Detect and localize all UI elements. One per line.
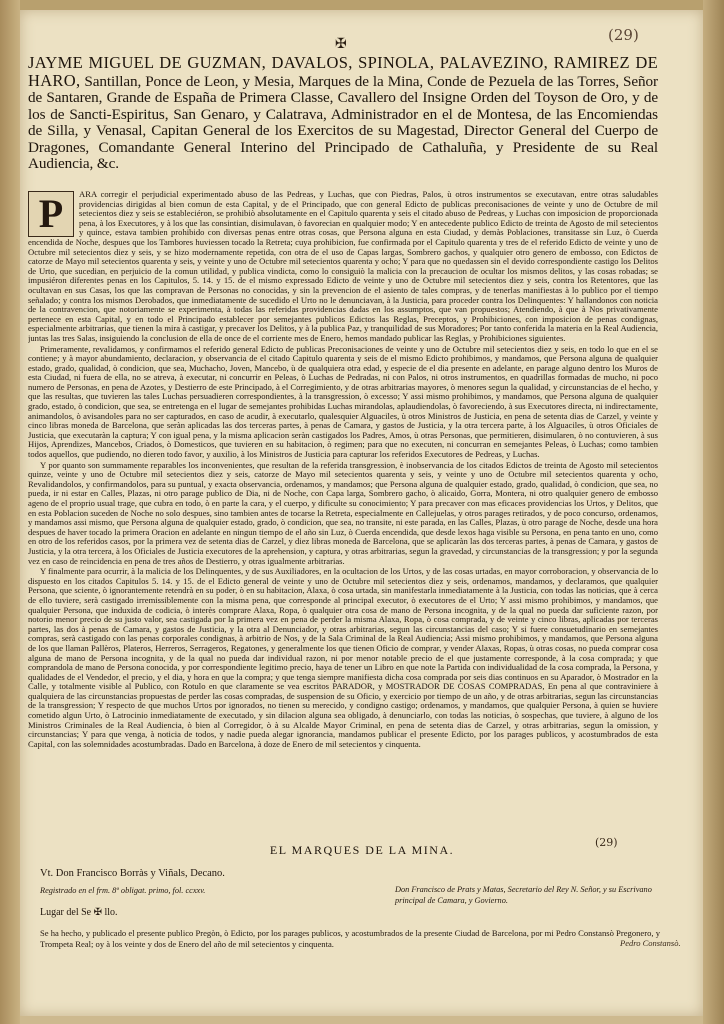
marquis-signature: EL MARQUES DE LA MINA. — [269, 843, 455, 857]
page-edge-left — [0, 0, 20, 1024]
registration-note: Registrado en el frm. 8º obligat. primo, fol. ccxxv. — [40, 886, 206, 895]
seal-place: Lugar del Se ✠ llo. — [40, 907, 118, 918]
proclamation-note: Se ha hecho, y publicado el presente publico Pregòn, ò Edicto, por los parages publicos, y acostumbrados de la presente Ciudad de Barcelona, por mi Pedro Constansò Pregonero, y Trompeta Real; oy à los veinte y dos de Enero del año de mil setecientos y cinquenta. — [40, 928, 660, 949]
edict-title — [28, 55, 658, 173]
notary-line: Don Francisco de Prats y Matas, Secretario del Rey N. Señor, y su Escrivano principal de Camara, y Govierno. — [395, 885, 652, 905]
cross-icon: ✠ — [335, 36, 347, 52]
paragraph-preamble: ARA corregir el perjudicial experimentado abuso de las Pedreas, y Luchas, que con Piedras, Palos, ù otros instrumentos se executavan, entre otras saludables providencias dirigidas al bien comun de esta Capital, y de el Principado, que con general Edicto de publicas preconisaciones de veinte y uno de Octubre de mil setecientos diez y seis se estableciéron, se prohibiò absolutamente en el Capitulo quarenta y seis el citado abuso de Pedreas, y Luchas con imposicion de proporcionada pena, à los Executores, y à los que las consintian, disimulavan, ò favorecian en qualquier modo; Y en antecedente publico Edicto de treinta de Agosto de mil setecientos y quince, estava tambien prohibido con diversas penas entre otras cosas, que Persona alguna en esta Ciudad, y demàs Poblaciones, transitasse sin Luz, ò Cuerda encendida de Noche, despues que los Tambores huviessen tocado la Retreta; cuya prohibicion, fue confirmada por el Capitulo quarenta y tres de el referido Edicto de veinte y uno de Octubre mil setecientos diez y seis, y se hizo modernamente repetida, con otra de el uso de Capas largas, Sombrero gachos, y qualquier otro genero de embosso, con Edictos de catorze de Mayo mil setecientos quarenta y seis, y veinte y uno de Octubre mil setecientos quarenta y ocho; Y para que no quedassen sin el devido correspondiente castigo los Delitos de Urto, que sucedian, en perjuicio de la comun utilidad, y publica vindicta, como lo consiguiò la malicia con la precaucion de ocultar los mismos delitos, y las cosas robadas; se impusiéron diferentes penas en los Capitulos, 5. 14. y 15. de el mismo expressado Edicto de veinte y uno de Octubre mil setecientos diez y seis, contra los Retentores, que las ocultavan en sus Casas, los que las compravan de Personas no conocidas, y sin la prevencion de el asiento de tales compras, y de tenerlas manifiestas à lo publico por el tiempo señalado; y contra los mismos Derobados, que inmediatamente de sucedido el Urto no le denunciavan, à la Justicia, para proceder contra los Delinquentes: Y hallandonos con noticia de la contravencion, que notoriamente se experimenta, à todas las referidas providencias dadas en los assumptos, que van propuestos; Atendiendo, à que à Nos privativamente pertenece en esta Capital, y en todo el Principado establecer por semejantes publicos Edictos las Reglas, Preceptos, y Prohibiciones, con imposicion de penas condignas, especialmente arbitrarias, que tienen la mira à castigar, y precaver los Delitos, y à la publica Paz, y tranquilidad de sus Moradores; Por tanto conferida la materia en la Real Audiencia, juntas las tres Salas, insiguiendo la conclusion de ella de once de el corriente mes de Enero, hemos mandado publicar las Reglas, y Prohibiciones siguientes. — [28, 190, 658, 343]
drop-cap-initial: P — [28, 191, 74, 237]
page-edge-right — [703, 0, 724, 1024]
folio-number: (29) — [608, 26, 639, 44]
edict-body — [28, 190, 658, 840]
paragraph-stolen-goods: Y finalmente para ocurrir, à la malicia de los Delinquentes, y de sus Auxiliadores, en la ocultacion de los Urtos, y de las cosas urtadas, en mayor corroboracion, y observancia de lo dispuesto en los citados Capitulos 5. 14. y 15. de el Edicto general de veinte y uno de Octubre mil setecientos diez y seis, ordenamos, mandamos, y declaramos, que qualquier Persona, que sciente, ò ignorantemente retendrà en su poder, ò en su habitacion, Alaxa, ò cosa urtada, sin manifestarla inmediatamente à la Justicia, con todas las noticias, que à cerca de ello tuviere, serà castigado irremissiblemente con la misma pena, que corresponde al principal executor, ò executores de el Urto; Y assi mismo prohibimos, y mandamos, que qualquier Persona, que induxida de codicia, ò interès comprare Alaxa, Ropa, ò qualquier otra cosa de mano de Persona incognita, y de la qual no pueda dar suficiente razon, por notorio menor precio de su justo valor, sea castigada por la primera vez en pena de perder la misma Alaxa, Ropa, ò cosa comprada, y de veinte y cinco libras, aplicadas por terceras partes, las dos à penas de Camara, y gastos de Justicia, y la otra al Denunciador, y otras arbitrarias, segun las circunstancias del caso; Y si fuere consuetudinario en semejantes compras, serà castigado con las penas corporales condignas, à arbitrio de Nos, y de la Sala Criminal de la Real Audiencia; Assi mismo prohibimos, y mandamos, que Persona alguna de los que llaman Pallèros, Plateros, Herreros, Serrageros, Regatones, y generalmente los que tienen Oficio de comprar, y vender Alaxas, Ropas, ù otras cosas, no pueda comprar cosa alguna de mano de Persona incognita, y de la qual no pueda dar individual razon, ni por menor notable precio de el que justamente corresponde, à la cosa comprada; y que comprandola de mano de Persona conocida, y por correspondiente legitimo precio, haya de tener un Libro en que note la Partida con individualidad de la cosa comprada, la Persona, y qualidades de el Vendedor, el precio, y el dia, y hora en que la compra; y que tenga siempre manifiesta dicha cosa comprada por seis dias continuos en su Aparador, ò Mostrador en la Calle, y totalmente visible al Publico, con Rotulo en que claramente se vea escritos PARADOR, y MOSTRADOR DE COSAS COMPRADAS, En pena al que contraviniere à qualquiera de las circunstancias propuestas de perder las cosas compradas, de suspension de su Oficio, y exercicio por tiempo de un año, y de otras arbitrarias, segun las circunstancias de la transgression; Y respecto de que muchos Urtos por ignorados, no tienen su merecido, y condigno castigo; ordenamos, y mandamos, que qualquier Persona, à quien se huviere cometido algun Urto, ò Latrocinio inmediatamente de executado, y sin dilacion alguna sea obligado, à denunciarlo, con todas las noticias, ò sospechas, que tuviere, à alguno de los Ministros Criminales de la Real Audiencia, ò bien al Corregidor, ò à su Alcalde Mayor Criminal, en pena de setenta dias de Carzel, y otras arbitrarias, segun la omission, y circunstancias; Y para que venga, à noticia de todos, y nadie pueda alegar ignorancia, mandamos publicar el presente Edicto, por los parages publicos, y acostumbrados de esta Capital, con las solemnidades acostumbradas. Dado en Barcelona, à doze de Enero de mil setecientos y cinquenta. — [28, 566, 658, 749]
continuation-mark: (29) — [595, 836, 618, 849]
paragraph-stone-fights: Primeramente, revalidamos, y confirmamos el referido general Edicto de publicas Preconisaciones de veinte y uno de Octubre mil setecientos diez y seis, en todo lo que en el se contiene; y à mayor abundamiento, declaracion, y observancia de el citado Capitulo quarenta y seis de el mismo Edicto prohibimos, y mandamos, que Persona alguna de qualquier estado, grado, qualidad, ò condicion, que sea, Muchacho, Joven, Mancebo, ù de qualquiera otra edad, y especie de el dia presente en adelante, en parage alguno dentro los Muros de esta Ciudad, ni fuera de ella, no se atreva, à executar, ni concurrir en Peleas, ò Luchas de Pedradas, ni con Palos, ni otros instrumentos, en quadrillas formadas de mucho, ni poco numero de Personas, en pena de Azotes, y Destierro de este Principado, à el Corregimiento, y de otras arbitrarias mayores, ò menores segun la qualidad, y circunstancias de el hecho, y que las resultas, que tuvieren las tales Luchas persuadieren correspondientes, à la transgression, ò excesso; Y assi mismo prohibimos, y mandamos, que Persona alguna de qualquier grado, estado, ò condicion, que sea, se entretenga en el lugar de semejantes prohibidas Luchas mirandolas, aplaudiendolas, ò favoreciendo, à sus Executores directa, ni indirectamente, animandolos, ò avisandoles para no ser capturados, en caso de acudir, à executarlo, qualesquier Alguaciles, ù otros Ministros de Justicia, en pena de setenta dias de Carzel, y veinte y cinco libras moneda de Barcelona, que seràn aplicadas las dos terceras partes, à penas de Camara, y gastos de Justicia, y la otra tercera parte, à los Alguaciles, ù otros Oficiales de Justicia, que executaràn la captura; Y con igual pena, y la misma aplicacion seràn castigados los Padres, Amos, ù otras Personas, que permitieren, disimularen, ò no contuvieren, à sus Hijos, Aprendizes, Mancebos, Criados, ò Domesticos, que tuvieren en su habitacion, ò regimen; para que no executen, ni concurran en semejantes Peleas, ò Luchas; como tambien todos aquellos, que pudiendo, no dieren todo favor, y auxilio, à los Ministros de Justicia para capturar los referidos Executores de Pedreas, y Luchas. — [28, 343, 658, 460]
dean-line: Vt. Don Francisco Borràs y Viñals, Decano. — [40, 868, 225, 879]
crier-signature: Pedro Constansò. — [620, 938, 681, 948]
paragraph-night-walking: Y por quanto son summamente reparables los inconvenientes, que resultan de la referida transgression, è inobservancia de los citados Edictos de treinta de Agosto mil setecientos quinze, veinte y uno de Octubre mil setecientos diez y seis, catorze de Mayo mil setecientos quarenta y seis, y veinte y uno de Octubre mil setecientos quarenta y ocho, Revalidandolos, y confirmandolos, para su puntual, y exacta observancia, ordenamos, y mandamos; que Persona alguna de qualquier estado, grado, qualidad, ò condicion, que sea, no pueda, ir ni estar en Calles, Plazas, ni otro parage publico de Dia, ni de Noche, con Capa larga, Sombrero gacho, ò alicaido, Gorra, Montera, ni otro qualquier genero de embosso ageno de el proprio usual trage, que cubra en todo, ò en parte la cara, y el cuerpo, y dificulte su conocimiento; Y para precaver con mas eficaces providencias los Urtos, y Delitos, que en esta Poblacion suceden de Noche no solo despues, sino tambien antes de tocarse la Retreta, especialmente en Callejuelas, y otros parages retirados, y de poco concurso, ordenamos, y mandamos assi mismo, que Persona alguna de qualquier estado, grado, ò condicion, que sea, no transite, ni este parada, en las Calles, Plazas, ù otro parage de Noche, desde una hora despues de haver tocado la primera Oracion en adelante en ningun tiempo de el año sin Luz, ò Cuerda encendida, que desde lexos haga visible su Persona, en pena tanto en uno, como en otro de los referidos casos, por la primera vez de setenta dias de Carzel, y diez libras moneda de Barcelona, que se aplicaràn las dos terceras partes, à penas de Camara, y gastos de Justicia, y la otra tercera, à los Oficiales de Justicia executores de la aprehension, y captura, y otras arbitrarias, segun la gravedad, y circunstancias de la transgression; y por la segunda vez en caso de reincidencia en pena de tres años de Destierro, y otras igualmente arbitrarias. — [28, 459, 658, 566]
title-rest: Santillan, Ponce de Leon, y Mesia, Marques de la Mina, Conde de Pezuela de las Torres, Señor de Santaren, Grande de España de Primera Classe, Cavallero del Insigne Orden del Toyson de Oro, y de los de Sancti-Espiritus, San Genaro, y Calatrava, Administrador en el de Montesa, de las Encomiendas de Silla, y Venasal, Capitan General de los Exercitos de su Magestad, Director General del Cuerpo de Dragones, Comandante General Interino del Principado de Cathaluña, y Presidente de su Real Audiencia, &c. — [28, 72, 658, 172]
title-lead: JAYME MIGUEL DE GUZMAN, DAVALOS, SPINOLA, PALAVEZINO, RAMIREZ DE HARO, — [28, 53, 658, 90]
